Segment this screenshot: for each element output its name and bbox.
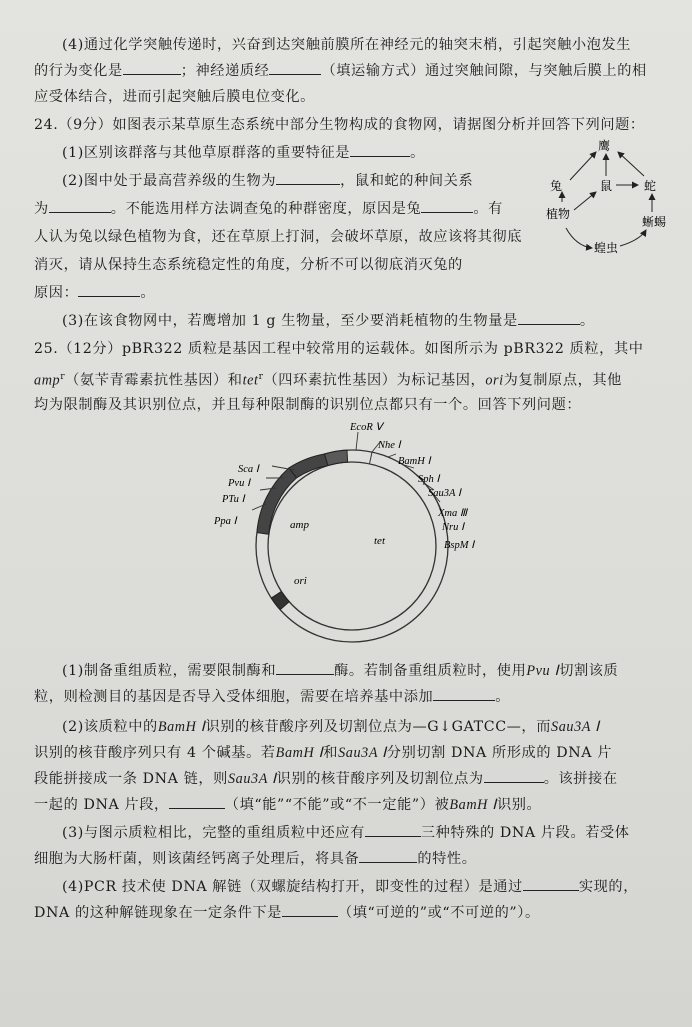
q25-1-line1: (1)制备重组质粒，需要限制酶和 酶。若制备重组质粒时，使用Pvu Ⅰ切割该质 (62, 660, 618, 682)
site-label: EcoR Ⅴ (350, 422, 383, 433)
food-web-diagram (540, 138, 670, 260)
site-label: Nru Ⅰ (442, 522, 465, 533)
answer-blank[interactable] (359, 848, 417, 863)
q24-3: (3)在该食物网中，若鹰增加 1 g 生物量，至少要消耗植物的生物量是 。 (62, 310, 595, 332)
ori-label: ori (294, 575, 307, 587)
site-label: Nhe Ⅰ (378, 440, 401, 451)
q25-4-line1: (4)PCR 技术使 DNA 解链（双螺旋结构打开，即变性的过程）是通过 实现的， (62, 876, 638, 898)
site-label: Ppa Ⅰ (214, 516, 237, 527)
q25-stem-line1: 25.（12分）pBR322 质粒是基因工程中较常用的运载体。如图所示为 pBR322 质粒，其中 (34, 341, 644, 357)
site-label: Xma Ⅲ (438, 508, 468, 519)
site-label: PTu Ⅰ (222, 494, 245, 505)
site-label: Sca Ⅰ (238, 464, 259, 475)
mouse-label: 鼠 (600, 179, 613, 193)
answer-blank[interactable] (523, 876, 579, 891)
q23-4-line2: 的行为变化是 ；神经递质经 （填运输方式）通过突触间隙，与突触后膜上的相 (34, 60, 647, 82)
rabbit-label: 兔 (550, 179, 563, 193)
q24-2-line4: 消灭，请从保持生态系统稳定性的角度，分析不可以彻底消灭兔的 (34, 257, 463, 273)
answer-blank[interactable] (49, 198, 111, 213)
plant-label: 植物 (546, 207, 571, 221)
locust-label: 蝗虫 (594, 241, 619, 255)
q25-stem-line3: 均为限制酶及其识别位点，并且每种限制酶的识别位点都只有一个。回答下列问题： (34, 397, 582, 413)
q25-3-line1: (3)与图示质粒相比，完整的重组质粒中还应有 三种特殊的 DNA 片段。若受体 (62, 822, 630, 844)
q24-stem: 24.（9分）如图表示某草原生态系统中部分生物构成的食物网，请据图分析并回答下列问题： (34, 117, 645, 133)
answer-blank[interactable] (282, 902, 338, 917)
lizard-label: 蜥蜴 (642, 215, 667, 229)
answer-blank[interactable] (433, 686, 495, 701)
answer-blank[interactable] (123, 60, 181, 75)
amp-label: amp (290, 519, 309, 531)
q25-3-line2: 细胞为大肠杆菌，则该菌经钙离子处理后，将具备 的特性。 (34, 848, 476, 870)
arrow-rabbit-hawk (570, 152, 596, 180)
arrow-plant-mouse (574, 192, 596, 210)
plasmid-diagram (200, 418, 500, 658)
tet-start-tick (370, 452, 373, 464)
q24-2-line5: 原因： 。 (34, 282, 155, 304)
q25-stem-line2: amp$^r$（氨苄青霉素抗性基因）和tet$^r$（四环素抗性基因）为标记基因，ori为复制原点，其他 (34, 372, 622, 389)
site-label: BspM Ⅰ (444, 540, 475, 551)
q23-4-line3: 应受体结合，进而引起突触后膜电位变化。 (34, 89, 315, 105)
arrow-snake-hawk (618, 152, 644, 176)
q24-1: (1)区别该群落与其他草原群落的重要特征是 。 (62, 142, 425, 164)
answer-blank[interactable] (421, 198, 473, 213)
q24-2-line1: (2)图中处于最高营养级的生物为 ，鼠和蛇的种间关系 (62, 170, 473, 192)
answer-blank[interactable] (484, 768, 544, 783)
answer-blank[interactable] (269, 60, 321, 75)
site-label: Pvu Ⅰ (228, 478, 251, 489)
q25-1-line2: 粒，则检测目的基因是否导入受体细胞，需要在培养基中添加 。 (34, 686, 510, 708)
q25-4-line2: DNA 的这种解链现象在一定条件下是 （填“可逆的”或“不可逆的”）。 (34, 902, 540, 924)
q23-4-line1: (4)通过化学突触传递时，兴奋到达突触前膜所在神经元的轴突末梢，引起突触小泡发生 (62, 37, 632, 53)
q25-2-line1: (2)该质粒中的BamH Ⅰ识别的核苷酸序列及切割位点为—G↓GATCC—，而Sau3A Ⅰ (62, 719, 600, 735)
hawk-label: 鹰 (598, 139, 611, 153)
tet-label: tet (374, 535, 385, 547)
snake-label: 蛇 (644, 179, 657, 193)
ori-block (271, 592, 289, 610)
q24-2-line2: 为 。不能选用样方法调查兔的种群密度，原因是兔 。有 (34, 198, 503, 220)
answer-blank[interactable] (518, 310, 580, 325)
q25-2-line4: 一起的 DNA 片段， （填“能”“不能”或“不一定能”）被BamH Ⅰ识别。 (34, 794, 541, 816)
site-label: BamH Ⅰ (398, 456, 431, 467)
answer-blank[interactable] (365, 822, 421, 837)
answer-blank[interactable] (78, 282, 140, 297)
q25-2-line3: 段能拼接成一条 DNA 链，则Sau3A Ⅰ识别的核苷酸序列及切割位点为 。该拼接在 (34, 768, 618, 790)
answer-blank[interactable] (350, 142, 410, 157)
arrow-plant-locust (566, 228, 592, 248)
site-label: Sau3A Ⅰ (428, 488, 461, 499)
site-label: Sph Ⅰ (418, 474, 440, 485)
answer-blank[interactable] (276, 170, 340, 185)
answer-blank[interactable] (276, 660, 334, 675)
arrow-locust-lizard (620, 230, 646, 246)
answer-blank[interactable] (169, 794, 225, 809)
q25-2-line2: 识别的核苷酸序列只有 4 个碱基。若BamH Ⅰ和Sau3A Ⅰ分别切割 DNA 所形成的 DNA 片 (34, 745, 612, 761)
q24-2-line3: 人认为兔以绿色植物为食，还在草原上打洞，会破坏草原，故应该将其彻底 (34, 229, 522, 245)
